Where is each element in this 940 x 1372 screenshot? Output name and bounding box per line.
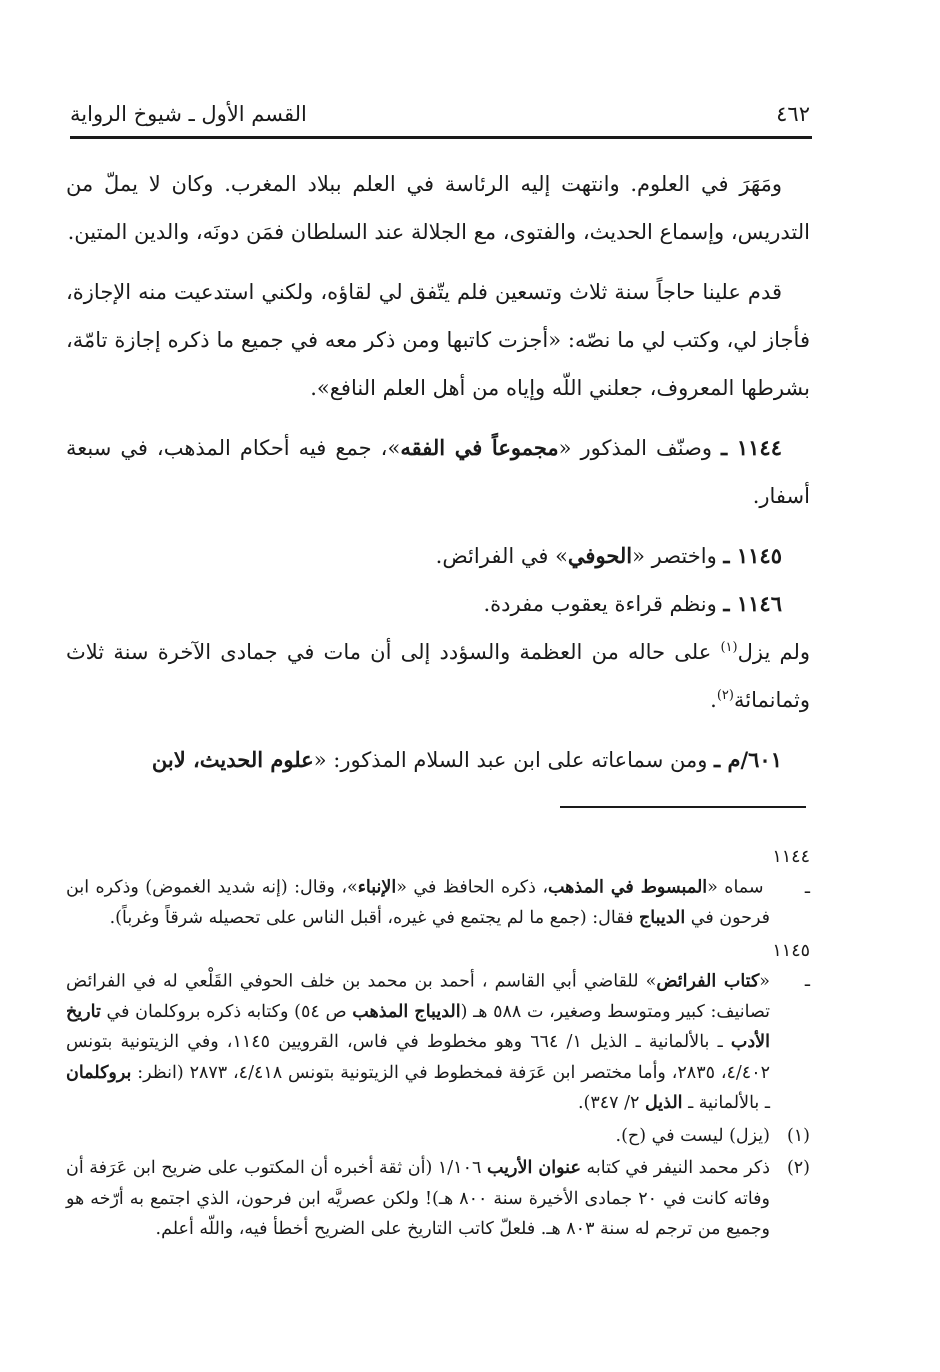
numbered-item-1146: ١١٤٦ ـ ونظم قراءة يعقوب مفردة. <box>483 591 782 616</box>
item-number: ١١٤٦ ـ <box>723 591 782 616</box>
footnote-ref-1: (١) <box>720 640 738 655</box>
footnote-separator <box>560 806 806 808</box>
footnote-ref-2: (٢) <box>716 688 734 703</box>
footnote-1: (١)(يزل) ليست في (ح). <box>66 1121 810 1152</box>
page-number: ٤٦٢ <box>776 102 810 126</box>
numbered-item-1144: ١١٤٤ ـ وصنّف المذكور «مجموعاً في الفقه»، جمع فيه أحكام المذهب، في سبعة أسفار. <box>66 435 810 508</box>
item-number: ١١٤٤ ـ <box>721 435 782 460</box>
book-title: الحوفي <box>567 543 633 568</box>
numbered-item-601: ٦٠١/م ـ ومن سماعاته على ابن عبد السلام المذكور: «علوم الحديث، لابن <box>151 747 782 772</box>
note-label: (٢) <box>786 1158 810 1178</box>
paragraph: قدم علينا حاجاً سنة ثلاث وتسعين فلم يتّفق لي لقاؤه، ولكني استدعيت منه الإجازة، فأجاز لي، وكتب لي ما نصّه: «أجزت كاتبها ومن ذكر معه في جميع ما ذكره إجازة تامّة، بشرطها المعروف، جعلني اللّه وإياه من أهل العلم النافع». <box>66 280 810 400</box>
paragraph-death: ولم يزل$^{(١)}$ على حاله من العظمة والسؤدد إلى أن مات في جمادى الآخرة سنة ثلاث وثمانمائة$^{(٢)}$. <box>66 640 810 712</box>
note-label: ١١٤٥ ـ <box>772 940 810 991</box>
item-number: ١١٤٥ ـ <box>723 543 782 568</box>
note-label: ١١٤٤ ـ <box>772 847 810 898</box>
footnote-2: (٢)ذكر محمد النيفر في كتابه عنوان الأريب ١/١٠٦ (أن ثقة أخبره أن المكتوب على ضريح ابن عَرَفة أن وفاته كانت في ٢٠ جمادى الأخيرة سنة ٨٠٠ هـ)! ولكن عصريَّه ابن فرحون، الذي اجتمع به أرّخه هو وجميع من ترجم له سنة ٨٠٣ هـ. فلعلّ كاتب التاريخ على الضريح أخطأ فيه، واللّه أعلم. <box>66 1153 810 1245</box>
numbered-item-1145: ١١٤٥ ـ واختصر «الحوفي» في الفرائض. <box>435 543 782 568</box>
running-title: القسم الأول ـ شيوخ الرواية <box>70 102 307 126</box>
page-header <box>70 82 810 126</box>
book-title: علوم الحديث، لابن <box>151 747 314 772</box>
note-1145: ١١٤٥ ـ«كتاب الفرائض» للقاضي أبي القاسم ، أحمد بن محمد بن خلف الحوفي القَلْعي له في الفرائض تصانيف: كبير ومتوسط وصغير، ت ٥٨٨ هـ (الديباج المذهب ص ٥٤) وكتابه ذكره بروكلمان في تاريخ الأدب ـ بالألمانية ـ الذيل ١/ ٦٦٤ وهو مخطوط في فاس، القرويين ١١٤٥، وفي الزيتونية بتونس ٤/٤٠٢، ٢٨٣٥، وأما مختصر ابن عَرَفة فمخطوط في الزيتونية بتونس ٤/٤١٨، ٢٨٧٣ (انظر: بروكلمان ـ بالألمانية ـ الذيل ٢/ ٣٤٧). <box>66 936 810 1119</box>
header-rule <box>70 136 812 139</box>
note-1144: ١١٤٤ ـ سماه «المبسوط في المذهب، ذكره الحافظ في «الإنباء»، وقال: (إنه شديد الغموض) وذكره ابن فرحون في الديباج فقال: (جمع ما لم يجتمع في غيره، أقبل الناس على تحصيله شرقاً وغرباً). <box>66 842 810 934</box>
main-text <box>66 160 810 784</box>
book-title: مجموعاً في الفقه <box>400 435 559 460</box>
note-label: (١) <box>786 1125 810 1146</box>
item-number: ٦٠١/م ـ <box>714 747 782 772</box>
paragraph: ومَهَرَ في العلوم. وانتهت إليه الرئاسة في العلم ببلاد المغرب. وكان لا يملّ من التدريس، وإسماع الحديث، والفتوى، مع الجلالة عند السلطان فمَن دونَه، والدين المتين. <box>66 172 810 244</box>
footnotes <box>66 842 810 1247</box>
